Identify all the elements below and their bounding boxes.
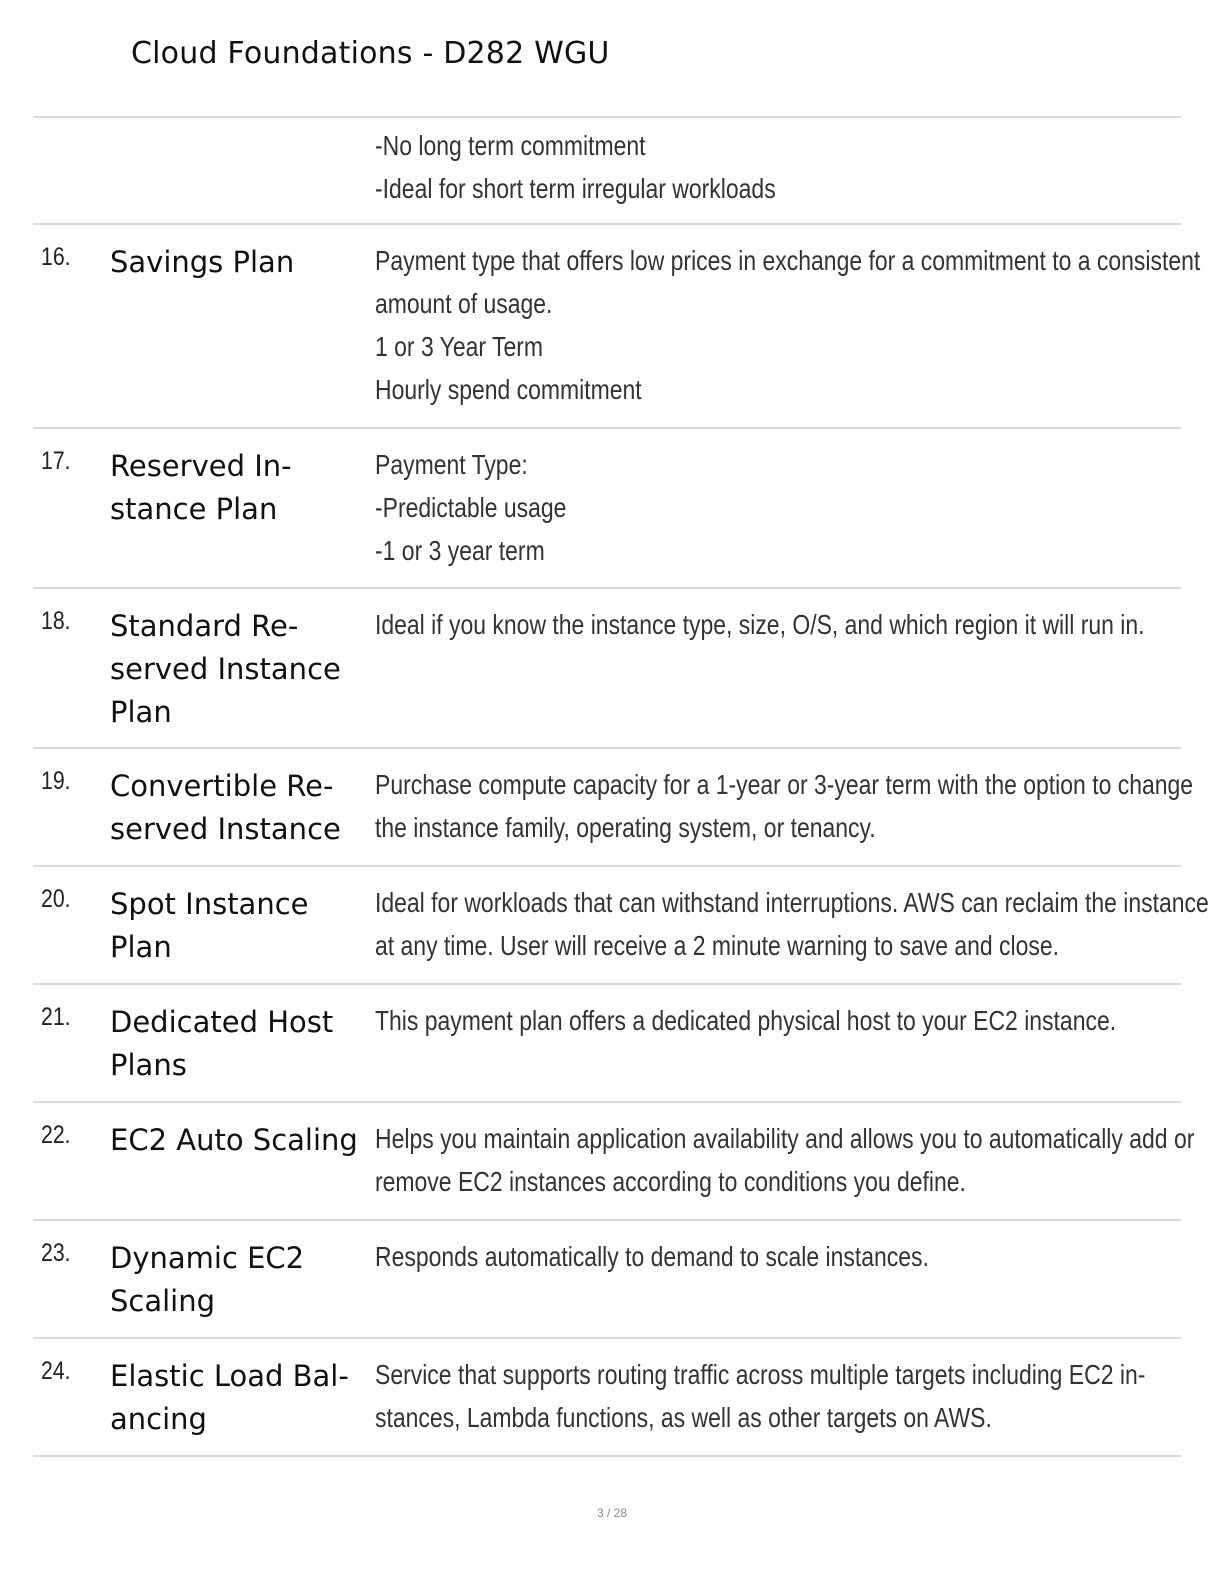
definition-cell xyxy=(375,1117,1195,1203)
definition-cell xyxy=(375,999,1162,1042)
row-number: 19. xyxy=(41,767,71,795)
definition-line: Payment type that offers low prices in exchange for a commitment to a consistent xyxy=(375,245,1201,276)
definition-line: Service that supports routing traffic across multiple targets including EC2 in- xyxy=(375,1359,1146,1390)
table-row xyxy=(33,1219,1181,1337)
definition-line: -Ideal for short term irregular workloads xyxy=(375,173,776,204)
definition-line: stances, Lambda functions, as well as other targets on AWS. xyxy=(375,1402,992,1433)
table-row xyxy=(33,116,1181,223)
definition-cell xyxy=(375,124,1162,210)
row-number: 16. xyxy=(41,243,71,271)
term-cell: Elastic Load Bal- ancing xyxy=(110,1359,349,1436)
term-cell: Dynamic EC2 Scaling xyxy=(110,1241,305,1318)
definition-cell xyxy=(375,239,1201,411)
definition-line: 1 or 3 Year Term xyxy=(375,331,544,362)
definition-line: Ideal if you know the instance type, size, O/S, and which region it will run in. xyxy=(375,609,1145,640)
definition-line: amount of usage. xyxy=(375,288,553,319)
page-number: 3 / 28 xyxy=(596,1506,628,1520)
term-cell: Dedicated Host Plans xyxy=(110,1005,334,1082)
row-number: 22. xyxy=(41,1121,71,1149)
definition-line: Purchase compute capacity for a 1-year or 3-year term with the option to change xyxy=(375,769,1194,800)
definition-line: -No long term commitment xyxy=(375,130,646,161)
definition-cell xyxy=(375,881,1209,967)
definition-cell xyxy=(375,1353,1162,1439)
definition-line: Hourly spend commitment xyxy=(375,374,642,405)
definition-cell xyxy=(375,443,1162,572)
term-cell: EC2 Auto Scaling xyxy=(110,1123,358,1157)
table-row xyxy=(33,223,1201,427)
page-title: Cloud Foundations - D282 WGU xyxy=(131,36,610,71)
table-row xyxy=(33,587,1181,747)
definition-cell xyxy=(375,603,1162,646)
table-row xyxy=(33,1101,1195,1219)
definition-line: the instance family, operating system, or tenancy. xyxy=(375,812,876,843)
definition-line: -1 or 3 year term xyxy=(375,535,545,566)
row-number: 23. xyxy=(41,1239,71,1267)
term-cell: Standard Re- served Instance Plan xyxy=(110,609,341,729)
definition-cell xyxy=(375,1235,1162,1278)
definition-line: This payment plan offers a dedicated physical host to your EC2 instance. xyxy=(375,1005,1117,1036)
definition-cell xyxy=(375,763,1194,849)
definition-line: at any time. User will receive a 2 minute warning to save and close. xyxy=(375,930,1060,961)
table-row xyxy=(33,747,1194,865)
row-number: 21. xyxy=(41,1003,71,1031)
table-row xyxy=(33,427,1181,587)
row-number: 24. xyxy=(41,1357,71,1385)
term-cell: Spot Instance Plan xyxy=(110,887,309,964)
table-row xyxy=(33,865,1209,983)
row-number: 20. xyxy=(41,885,71,913)
term-cell: Savings Plan xyxy=(110,245,295,279)
definition-line: -Predictable usage xyxy=(375,492,567,523)
flashcard-table xyxy=(33,116,1209,1457)
row-number: 17. xyxy=(41,447,71,475)
definition-line: Payment Type: xyxy=(375,449,528,480)
term-cell: Convertible Re- served Instance xyxy=(110,769,341,846)
row-number: 18. xyxy=(41,607,71,635)
term-cell: Reserved In- stance Plan xyxy=(110,449,292,526)
table-row xyxy=(33,1337,1181,1457)
definition-line: Responds automatically to demand to scale instances. xyxy=(375,1241,929,1272)
definition-line: Helps you maintain application availability and allows you to automatically add or xyxy=(375,1123,1195,1154)
table-row xyxy=(33,983,1181,1101)
definition-line: Ideal for workloads that can withstand interruptions. AWS can reclaim the instance xyxy=(375,887,1209,918)
definition-line: remove EC2 instances according to conditions you define. xyxy=(375,1166,966,1197)
